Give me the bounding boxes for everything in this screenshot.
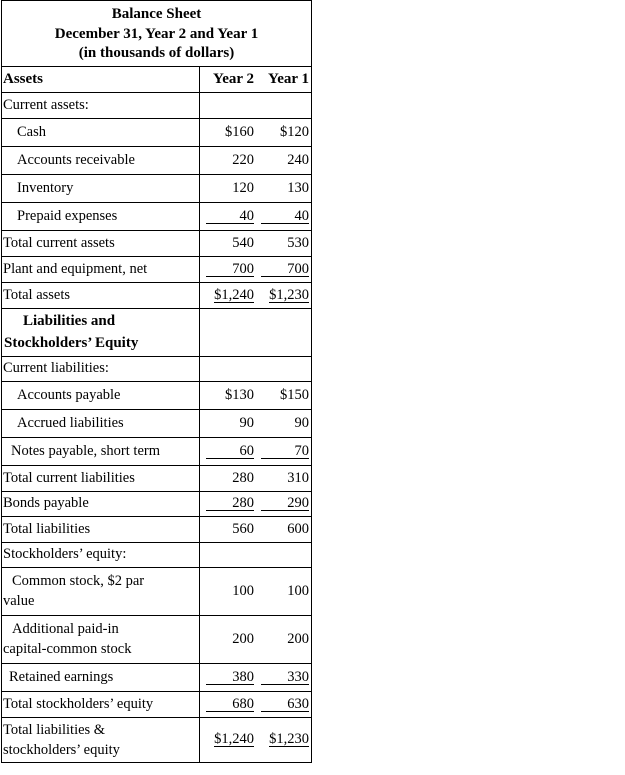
row-label: Total current assets (2, 230, 199, 256)
assets-header: Assets (2, 67, 199, 92)
cell-year2: 380 (206, 670, 254, 685)
common-stock-label (3, 569, 199, 613)
table-row (2, 691, 311, 717)
cell-year2: 120 (199, 174, 257, 202)
cell-year2: 220 (199, 146, 257, 174)
cell-year1: 40 (261, 209, 309, 224)
row-label: Prepaid expenses (2, 202, 199, 230)
table-row (2, 381, 311, 409)
table-row (2, 92, 311, 118)
row-label: Inventory (2, 174, 199, 202)
cell-year1: 630 (261, 697, 309, 712)
cell-year1: 310 (257, 465, 311, 491)
row-label: Plant and equipment, net (2, 256, 199, 282)
table-row (2, 717, 311, 762)
balance-sheet (1, 0, 312, 763)
table-row (2, 174, 311, 202)
table-row (2, 567, 311, 615)
liab-header-line-1: Liabilities and (23, 313, 116, 329)
table-row (2, 256, 311, 282)
cell-year2: 560 (199, 516, 257, 542)
current-liabilities-label: Current liabilities: (2, 356, 199, 381)
table-row (2, 516, 311, 542)
grand-total-label (3, 718, 199, 762)
title-line-2: December 31, Year 2 and Year 1 (54, 25, 259, 42)
cell-year2: 40 (206, 209, 254, 224)
row-label: Notes payable, short term (2, 437, 199, 465)
cell-year1: 700 (261, 262, 309, 277)
common-stock-line-2: value (3, 593, 35, 609)
apic-line-2: capital-common stock (3, 641, 132, 657)
header-row (2, 67, 311, 92)
cell-year1: 200 (257, 615, 311, 663)
title-line-3: (in thousands of dollars) (78, 45, 235, 61)
balance-table (2, 67, 311, 762)
table-row (2, 409, 311, 437)
cell-year1: 240 (257, 146, 311, 174)
row-label: Accounts receivable (2, 146, 199, 174)
cell-year2: $130 (199, 381, 257, 409)
year2-header: Year 2 (199, 67, 257, 92)
liabilities-header-row (2, 308, 311, 356)
cell-year1: $120 (257, 118, 311, 146)
table-row (2, 230, 311, 256)
cell-year2: $160 (199, 118, 257, 146)
cell-year2: 280 (206, 496, 254, 511)
table-row (2, 356, 311, 381)
table-row (2, 118, 311, 146)
row-label: Accrued liabilities (2, 409, 199, 437)
cell-year2: 700 (206, 262, 254, 277)
cell-year2: 200 (199, 615, 257, 663)
table-row (2, 437, 311, 465)
cell-year2: 100 (199, 567, 257, 615)
table-row (2, 202, 311, 230)
cell-year1: 290 (261, 496, 309, 511)
cell-year2: 90 (199, 409, 257, 437)
row-label: Cash (2, 118, 199, 146)
cell-year1: $150 (257, 381, 311, 409)
apic-label (3, 617, 199, 661)
cell-year2: 280 (199, 465, 257, 491)
cell-year1: 330 (261, 670, 309, 685)
cell-year2: 540 (199, 230, 257, 256)
table-row (2, 465, 311, 491)
cell-year2: 680 (206, 697, 254, 712)
row-label: Total assets (2, 282, 199, 308)
cell-year1: 600 (257, 516, 311, 542)
cell-year1: $1,230 (269, 731, 309, 747)
cell-year1: 100 (257, 567, 311, 615)
row-label: Retained earnings (2, 663, 199, 691)
liabilities-equity-header (3, 310, 199, 354)
table-row (2, 615, 311, 663)
equity-label: Stockholders’ equity: (2, 542, 199, 567)
grand-total-line-2: stockholders’ equity (3, 741, 120, 758)
cell-year1: $1,230 (269, 286, 309, 303)
cell-year1: 70 (261, 444, 309, 459)
row-label: Bonds payable (2, 491, 199, 516)
table-row (2, 282, 311, 308)
year1-header: Year 1 (257, 67, 311, 92)
title-line-1: Balance Sheet (111, 6, 202, 22)
common-stock-line-1: Common stock, $2 par (12, 573, 145, 589)
table-row (2, 663, 311, 691)
cell-year2: $1,240 (214, 731, 254, 747)
row-label: Total stockholders’ equity (2, 691, 199, 717)
cell-year1: 90 (257, 409, 311, 437)
row-label: Accounts payable (2, 381, 199, 409)
apic-line-1: Additional paid-in (12, 621, 119, 637)
liab-header-line-2: Stockholders’ Equity (4, 335, 139, 351)
row-label: Total current liabilities (2, 465, 199, 491)
table-row (2, 146, 311, 174)
grand-total-line-1: Total liabilities & (3, 721, 106, 738)
table-row (2, 491, 311, 516)
cell-year1: 130 (257, 174, 311, 202)
table-row (2, 542, 311, 567)
current-assets-label: Current assets: (2, 92, 199, 118)
cell-year2: 60 (206, 444, 254, 459)
row-label: Total liabilities (2, 516, 199, 542)
cell-year1: 530 (257, 230, 311, 256)
sheet-title (2, 1, 311, 67)
cell-year2: $1,240 (214, 286, 254, 303)
